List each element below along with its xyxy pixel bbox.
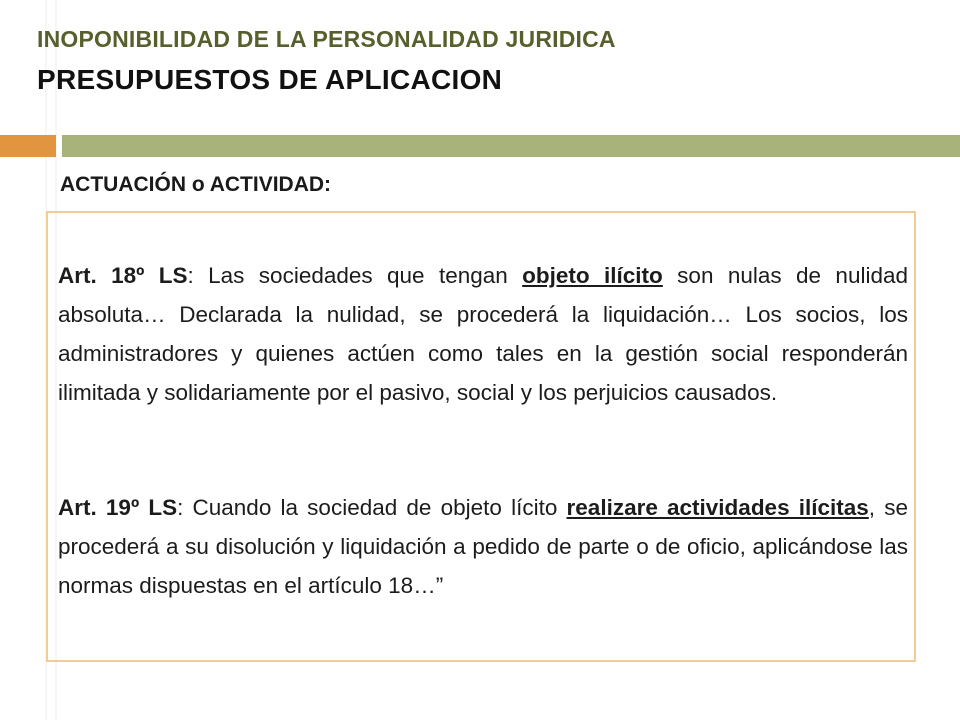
slide-subtitle: PRESUPUESTOS DE APLICACION (37, 64, 503, 95)
article-19-emphasis: realizare actividades ilícitas (566, 495, 869, 520)
article-18-text-after: son nulas de nulidad absoluta… Declarada la nulidad, se procederá la liquidación… Los socios, los administradores y quienes actúen como tales en la gestión social responderán ilimitada y solidariamente por el pasivo, social y los perjuicios causados. (58, 263, 908, 405)
article-19-text-after: , se procederá a su disolución y liquidación a pedido de parte o de oficio, aplicándose las normas dispuestas en el artículo 18…” (58, 495, 908, 598)
article-18-lead: Art. 18º LS (58, 263, 188, 288)
slide-title: INOPONIBILIDAD DE LA PERSONALIDAD JURIDICA (37, 26, 616, 52)
article-18-paragraph (58, 256, 908, 412)
article-19-lead: Art. 19º LS (58, 495, 178, 520)
accent-bar-green (62, 135, 960, 157)
article-18-text-before: : Las sociedades que tengan (187, 263, 523, 288)
accent-bar-orange (0, 135, 56, 157)
article-18-emphasis: objeto ilícito (522, 263, 663, 288)
article-19-paragraph (58, 488, 908, 605)
article-19-text-before: : Cuando la sociedad de objeto lícito (177, 495, 567, 520)
section-heading: ACTUACIÓN o ACTIVIDAD: (60, 173, 332, 196)
